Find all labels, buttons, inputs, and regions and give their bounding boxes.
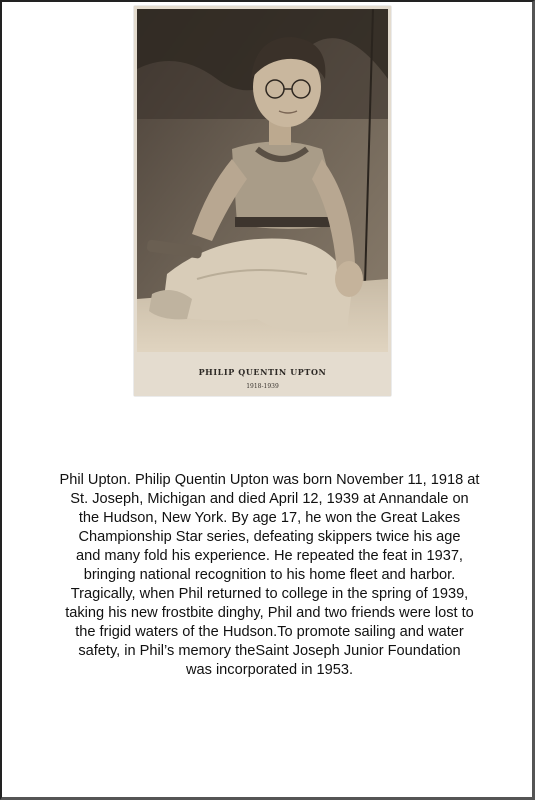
portrait-photo <box>137 9 388 352</box>
biography-line: the Hudson, New York. By age 17, he won the Great Lakes <box>78 510 461 526</box>
biography-line: taking his new frostbite dinghy, Phil and two friends were lost to <box>65 605 474 621</box>
biography-line: was incorporated in 1953. <box>185 662 354 678</box>
biography-line: bringing national recognition to his home fleet and harbor. <box>83 567 456 583</box>
biography-line: and many fold his experience. He repeated the feat in 1937, <box>76 548 463 564</box>
biography-line: St. Joseph, Michigan and died April 12, 1939 at Annandale on <box>70 491 469 507</box>
biography-line: safety, in Phil’s memory theSaint Joseph Junior Foundation <box>78 643 461 659</box>
biography-line: Championship Star series, defeating skippers twice his age <box>78 529 461 545</box>
biography-line: Tragically, when Phil returned to college in the spring of 1939, <box>70 586 469 602</box>
photo-caption-years: 1918-1939 <box>246 383 279 390</box>
photo-caption-name: PHILIP QUENTIN UPTON <box>198 367 327 377</box>
biography-text <box>22 471 517 680</box>
biography-line: Phil Upton. Philip Quentin Upton was born November 11, 1918 at <box>59 472 480 488</box>
biography-line: the frigid waters of the Hudson.To promote sailing and water <box>75 624 464 640</box>
memorial-photo-card <box>134 6 391 396</box>
